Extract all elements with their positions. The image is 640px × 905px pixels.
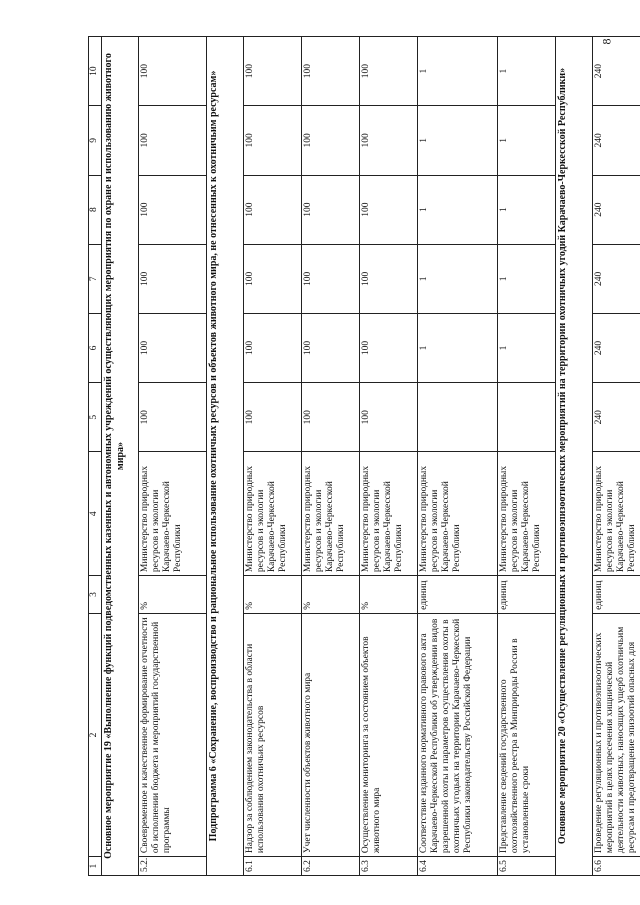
unit: единиц: [498, 576, 556, 614]
indicator-name: Надзор за соблюдением законодательства в области использования охотничьих ресурсов: [244, 613, 302, 856]
value-cell: 240: [593, 37, 640, 106]
unit: %: [244, 576, 302, 614]
column-number: 3: [89, 576, 102, 614]
section-row: [207, 37, 244, 876]
executor: Министерство природных ресурсов и экологии Карачаево-Черкесской Республики: [302, 452, 360, 576]
section-title: Основное мероприятие 19 «Выполнение функций подведомственных казенных и автономных учреждений осуществляющих мероприятия по охране и использованию животного мира»: [102, 37, 139, 876]
value-cell: 100: [244, 313, 302, 382]
table-row: [593, 37, 640, 876]
value-cell: 100: [139, 106, 207, 175]
value-cell: 1: [498, 244, 556, 313]
value-cell: 100: [139, 37, 207, 106]
value-cell: 240: [593, 244, 640, 313]
table-row: [360, 37, 418, 876]
executor: Министерство природных ресурсов и экологии Карачаево-Черкесской Республики: [593, 452, 640, 576]
table-row: [139, 37, 207, 876]
column-number: 9: [89, 106, 102, 175]
value-cell: 1: [498, 313, 556, 382]
value-cell: 1: [498, 175, 556, 244]
value-cell: 100: [360, 175, 418, 244]
section-title: Подпрограмма 6 «Сохранение, воспроизводство и рациональное использование охотничьих ресурсов и объектов животного мира, не отнесенных к охотничьим ресурсам»: [207, 37, 244, 876]
unit: единиц: [593, 576, 640, 614]
column-number: 7: [89, 244, 102, 313]
section-row: [556, 37, 593, 876]
column-number: 10: [89, 37, 102, 106]
executor: Министерство природных ресурсов и экологии Карачаево-Черкесской Республики: [498, 452, 556, 576]
value-cell: 100: [360, 37, 418, 106]
value-cell: 240: [593, 175, 640, 244]
indicator-name: Проведение регуляционных и противоэпизоотических мероприятий в целях пресечения хищнической деятельности животных, наносящих ущерб охотничьим ресурсам и предотвращение эпизоотий опасных для: [593, 613, 640, 856]
value-cell: 100: [360, 313, 418, 382]
table-row: [418, 37, 498, 876]
row-number: 6.3: [360, 857, 418, 876]
value-cell: 240: [593, 106, 640, 175]
value-cell: 1: [418, 37, 498, 106]
rotated-table-page: [88, 36, 638, 876]
executor: Министерство природных ресурсов и экологии Карачаево-Черкесской Республики: [139, 452, 207, 576]
executor: Министерство природных ресурсов и экологии Карачаево-Черкесской Республики: [244, 452, 302, 576]
executor: Министерство природных ресурсов и экологии Карачаево-Черкесской Республики: [418, 452, 498, 576]
row-number: 6.4: [418, 857, 498, 876]
value-cell: 100: [244, 106, 302, 175]
indicator-name: Своевременное и качественное формирование отчетности об исполнении бюджета и мероприятий государственной программы: [139, 613, 207, 856]
value-cell: 100: [139, 313, 207, 382]
table-row: [244, 37, 302, 876]
value-cell: 100: [302, 313, 360, 382]
value-cell: 100: [302, 383, 360, 452]
value-cell: 100: [244, 37, 302, 106]
executor: Министерство природных ресурсов и экологии Карачаево-Черкесской Республики: [360, 452, 418, 576]
row-number: 6.2: [302, 857, 360, 876]
value-cell: 100: [302, 244, 360, 313]
unit: %: [360, 576, 418, 614]
table-row: [302, 37, 360, 876]
row-number: 6.6: [593, 857, 640, 876]
value-cell: 100: [360, 244, 418, 313]
value-cell: 1: [418, 175, 498, 244]
value-cell: 1: [498, 37, 556, 106]
value-cell: 1: [418, 106, 498, 175]
column-number-row: [89, 37, 102, 876]
value-cell: 240: [593, 383, 640, 452]
unit: единиц: [418, 576, 498, 614]
section-row: [102, 37, 139, 876]
value-cell: 100: [302, 175, 360, 244]
value-cell: 100: [360, 383, 418, 452]
value-cell: 100: [139, 383, 207, 452]
value-cell: 100: [302, 37, 360, 106]
value-cell: [498, 383, 556, 452]
row-number: 5.2.: [139, 857, 207, 876]
page-number: 8: [599, 38, 614, 45]
value-cell: 1: [498, 106, 556, 175]
unit: %: [139, 576, 207, 614]
column-number: 4: [89, 452, 102, 576]
value-cell: 100: [302, 106, 360, 175]
column-number: 1: [89, 857, 102, 876]
indicators-table: [88, 36, 640, 876]
column-number: 2: [89, 613, 102, 856]
section-title: Основное мероприятие 20 «Осуществление регуляционных и противоэпизоотических мероприятий на территории охотничьих угодий Карачаево-Черкесской Республики»: [556, 37, 593, 876]
indicator-name: Представление сведений государственного охотхозяйственного реестра в Минприроды России в установленные сроки: [498, 613, 556, 856]
row-number: 6.1: [244, 857, 302, 876]
column-number: 5: [89, 383, 102, 452]
value-cell: 100: [360, 106, 418, 175]
value-cell: 1: [418, 244, 498, 313]
indicator-name: Учет численности объектов животного мира: [302, 613, 360, 856]
value-cell: 100: [244, 175, 302, 244]
column-number: 8: [89, 175, 102, 244]
table-row: [498, 37, 556, 876]
value-cell: 100: [139, 244, 207, 313]
row-number: 6.5: [498, 857, 556, 876]
value-cell: [418, 383, 498, 452]
column-number: 6: [89, 313, 102, 382]
indicator-name: Соответствие изданного нормативного правового акта Карачаево-Черкесской Республики об утверждении видов разрешенной охоты и параметров осуществления охоты в охотничьих угодьях на территории Карачаево-Черкесской Республики законодательству Российской Федерации: [418, 613, 498, 856]
value-cell: 1: [418, 313, 498, 382]
value-cell: 100: [244, 383, 302, 452]
value-cell: 100: [244, 244, 302, 313]
value-cell: 240: [593, 313, 640, 382]
indicator-name: Осуществление мониторинга за состоянием объектов животного мира: [360, 613, 418, 856]
value-cell: 100: [139, 175, 207, 244]
unit: %: [302, 576, 360, 614]
